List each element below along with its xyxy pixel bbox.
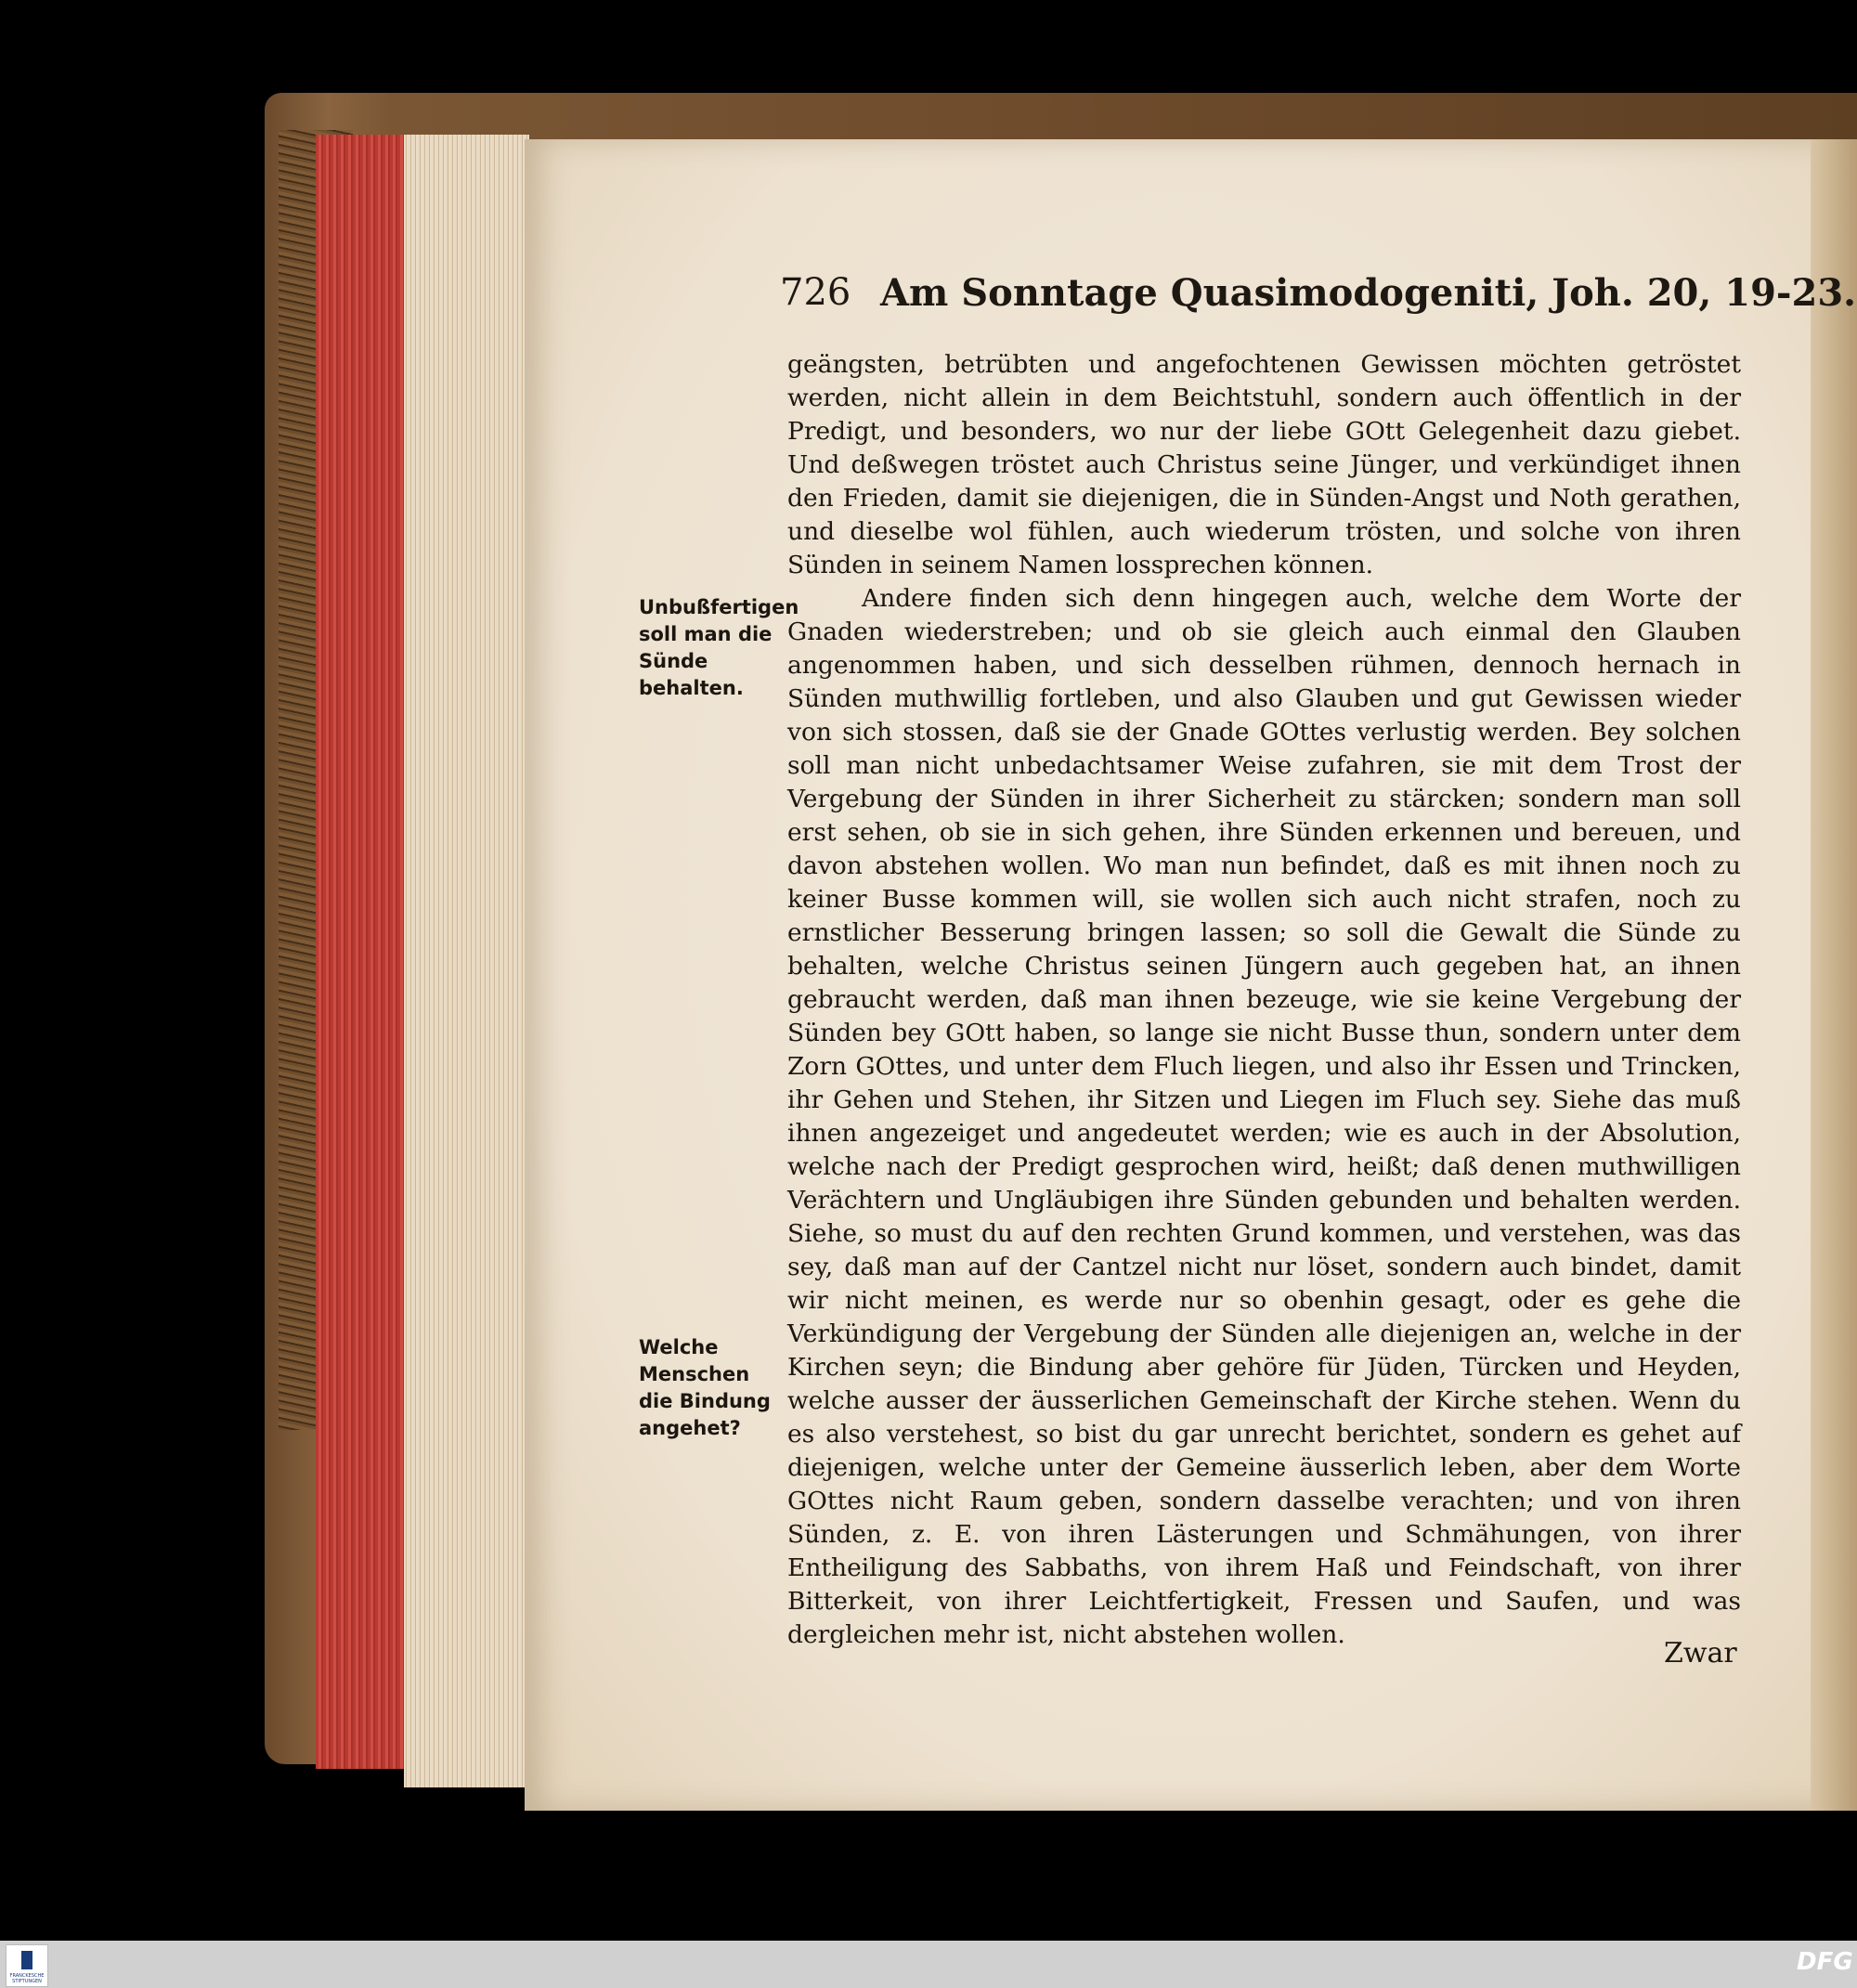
- paragraph: geängsten, betrübten und angefochtenen Gewissen möchten getröstet werden, nicht allein in dem Beichtstuhl, sondern auch öffentlich in der Predigt, und besonders, wo nur der liebe GOtt Gelegenheit dazu giebet. Und deßwegen tröstet auch Christus seine Jünger, und verkündiget ihnen den Frieden, damit sie diejenigen, die in Sünden-Angst und Noth gerathen, und dieselbe wol fühlen, auch wiederum trösten, und solche von ihren Sünden in seinem Namen lossprechen können.: [787, 350, 1741, 579]
- running-head-title: Am Sonntage Quasimodogeniti, Joh. 20, 19-23.: [880, 271, 1857, 315]
- page-stack-edge: [404, 135, 529, 1787]
- page-gutter: [1811, 139, 1857, 1811]
- footer-strip: [0, 1941, 1857, 1988]
- paragraph: Andere finden sich denn hingegen auch, welche dem Worte der Gnaden wiederstreben; und ob sie gleich auch einmal den Glauben angenommen haben, und sich desselben rühmen, dennoch hernach in Sünden muthwillig fortleben, und also Glauben und gut Gewissen wieder von sich stossen, daß sie der Gnade GOttes verlustig werden. Bey solchen soll man nicht unbedachtsamer Weise zufahren, sie mit dem Trost der Vergebung der Sünden in ihrer Sicherheit zu stärcken; sondern man soll erst sehen, ob sie in sich gehen, ihre Sünden erkennen und bereuen, und davon abstehen wollen. Wo man nun befindet, daß es mit ihnen noch zu keiner Busse kommen will, sie wollen sich auch nicht strafen, noch zu ernstlicher Besserung bringen lassen; so soll die Gewalt die Sünde zu behalten, welche Christus seinen Jüngern auch gegeben hat, an ihnen gebraucht werden, daß man ihnen bezeuge, wie sie keine Vergebung der Sünden bey GOtt haben, so lange sie nicht Busse thun, sondern unter dem Zorn GOttes, und unter dem Fluch liegen, und also ihr Essen und Trincken, ihr Gehen und Stehen, ihr Sitzen und Liegen im Fluch sey. Siehe das muß ihnen angezeiget und angedeutet werden; wie es auch in der Absolution, welche nach der Predigt gesprochen wird, heißt; daß denen muthwilligen Verächtern und Ungläubigen ihre Sünden gebunden und behalten werden. Siehe, so must du auf den rechten Grund kommen, und verstehen, was das sey, daß man auf der Cantzel nicht nur löset, sondern auch bindet, damit wir nicht meinen, es werde nur so obenhin gesagt, oder es gehe die Verkündigung der Vergebung der Sünden alle diejenigen an, welche in der Kirchen seyn; die Bindung aber gehöre für Jüden, Türcken und Heyden, welche ausser der äusserlichen Gemeinschaft der Kirche stehen. Wenn du es also verstehest, so bist du gar unrecht berichtet, sondern es gehet auf diejenigen, welche unter der Gemeine äusserlich leben, aber dem Worte GOttes nicht Raum geben, sondern dasselbe verachten; und von ihren Sünden, z. E. von ihren Lästerungen und Schmähungen, von ihrer Entheiligung des Sabbaths, von ihrem Haß und Feindschaft, von ihrer Bitterkeit, von ihrer Leichtfertigkeit, Fressen und Saufen, und was dergleichen mehr ist, nicht abstehen wollen.: [787, 584, 1741, 1649]
- logo-text: FRANCKESCHE STIFTUNGEN: [9, 1973, 45, 1984]
- catchword: Zwar: [1664, 1637, 1737, 1670]
- institution-logo: [6, 1944, 48, 1987]
- dfg-badge: DFG: [1797, 1948, 1853, 1976]
- body-text: [787, 348, 1741, 1652]
- side-note: Unbußfertigen soll man die Sünde behalten.: [639, 596, 799, 699]
- page-number: 726: [780, 271, 851, 314]
- side-note: Welche Menschen die Bindung angehet?: [639, 1336, 771, 1439]
- red-page-edge: [316, 135, 404, 1769]
- logo-emblem-icon: [21, 1951, 32, 1969]
- running-head: [780, 271, 1857, 318]
